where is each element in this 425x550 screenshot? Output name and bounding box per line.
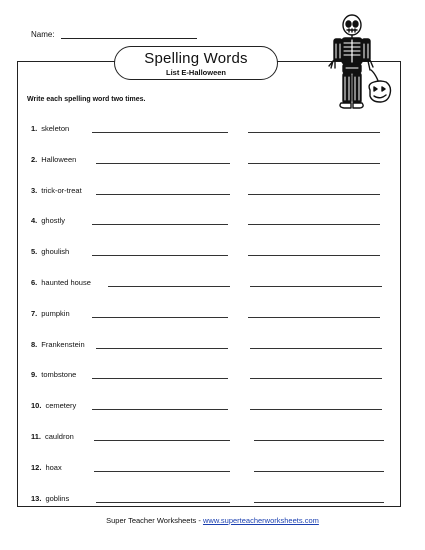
footer [0,516,425,525]
skeleton-with-pumpkin-icon [322,14,392,114]
list-item [31,247,411,259]
page-title: Spelling Words [144,50,248,67]
name-label: Name: [31,30,55,39]
writing-line-2[interactable] [254,471,384,472]
spelling-word: haunted house [41,278,91,287]
writing-line-2[interactable] [248,163,380,164]
writing-line-2[interactable] [248,224,380,225]
footer-link[interactable]: www.superteacherworksheets.com [202,516,319,525]
word-number: 1. [31,124,38,133]
spelling-word: ghoulish [41,247,70,257]
writing-line-1[interactable] [94,440,230,441]
writing-line-1[interactable] [92,224,228,225]
writing-line-1[interactable] [96,502,230,503]
list-item [31,155,411,167]
word-number: 8. [31,339,38,349]
writing-line-2[interactable] [250,409,382,410]
writing-line-2[interactable] [250,348,382,349]
writing-line-1[interactable] [92,317,228,318]
list-item [31,463,411,475]
list-item [31,186,411,198]
spelling-word: hoax [45,462,62,472]
footer-text: Super Teacher Worksheets - [106,516,203,525]
word-number: 7. [31,308,38,318]
spelling-word: goblins [45,493,70,503]
page-subtitle: List E-Halloween [165,68,226,77]
title-box [114,46,278,80]
spelling-word: cauldron [45,432,74,441]
spelling-word: skeleton [41,124,70,133]
spelling-word: Halloween [41,154,77,164]
writing-line-1[interactable] [96,163,230,164]
writing-line-1[interactable] [92,132,228,133]
writing-line-2[interactable] [254,502,384,503]
list-item [31,370,411,382]
writing-line-2[interactable] [250,286,382,287]
word-number: 5. [31,247,38,257]
list-item [31,278,411,290]
word-number: 4. [31,216,38,226]
writing-line-1[interactable] [92,255,228,256]
writing-line-2[interactable] [250,378,382,379]
instructions: Write each spelling word two times. [27,96,146,103]
writing-line-2[interactable] [248,194,380,195]
writing-line-1[interactable] [96,194,230,195]
list-item [31,432,411,444]
spelling-word: trick-or-treat [41,185,82,195]
list-item [31,401,411,413]
writing-line-2[interactable] [248,317,380,318]
word-number: 9. [31,370,38,380]
list-item [31,309,411,321]
word-number: 6. [31,278,38,287]
list-item [31,124,411,136]
spelling-word: pumpkin [41,308,70,318]
writing-line-2[interactable] [248,255,380,256]
writing-line-1[interactable] [92,409,228,410]
writing-line-1[interactable] [92,378,228,379]
spelling-word: Frankenstein [41,339,85,349]
spelling-word: tombstone [41,370,77,380]
word-number: 10. [31,401,42,411]
writing-line-2[interactable] [248,132,380,133]
writing-line-1[interactable] [96,348,228,349]
name-field[interactable] [61,38,197,39]
writing-line-2[interactable] [254,440,384,441]
word-number: 2. [31,154,38,164]
list-item [31,216,411,228]
list-item [31,340,411,352]
writing-line-1[interactable] [94,471,230,472]
spelling-word: cemetery [45,401,77,411]
word-number: 12. [31,462,42,472]
word-number: 13. [31,493,42,503]
writing-line-1[interactable] [108,286,230,287]
word-number: 3. [31,185,38,195]
spelling-word: ghostly [41,216,66,226]
list-item [31,494,411,506]
word-number: 11. [31,432,42,441]
